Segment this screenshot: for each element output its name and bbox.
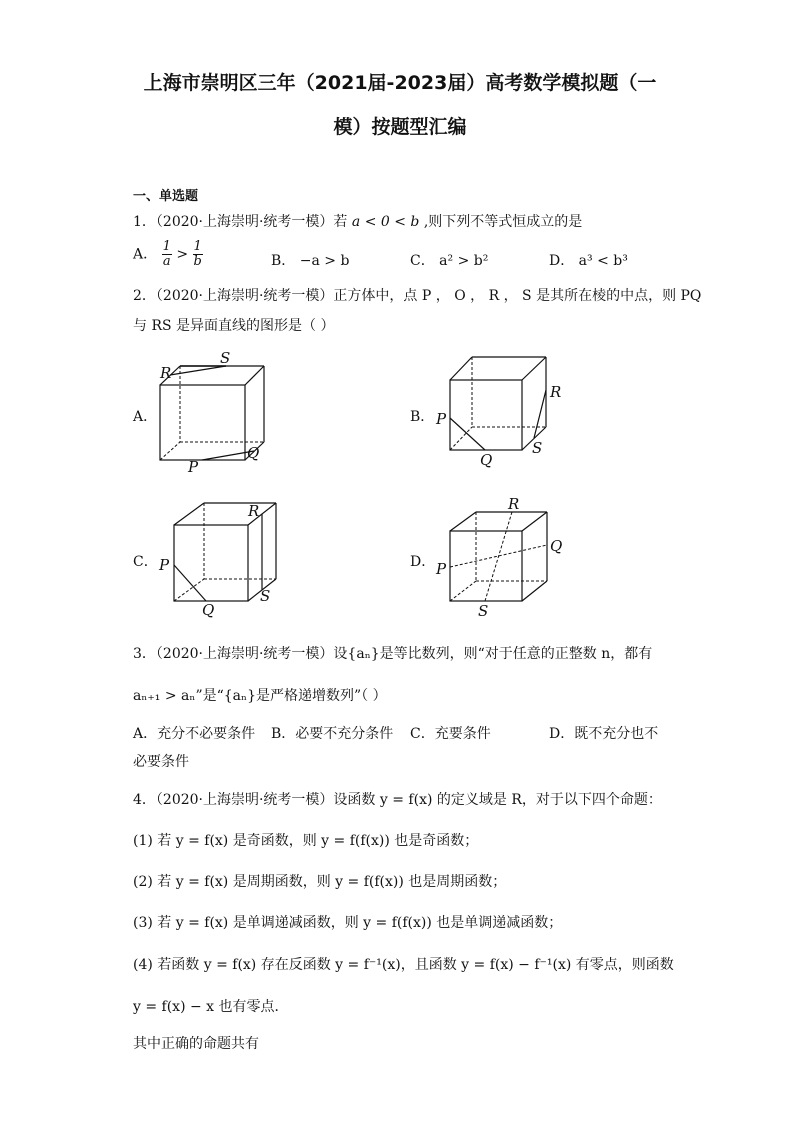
q4-proposition-4: (4) 若函数 y = f(x) 存在反函数 y = f⁻¹(x)，且函数 y = f(x) − f⁻¹(x) 有零点，则函数 (133, 957, 674, 973)
cube-figure-c (150, 495, 280, 620)
fraction-1-over-b: $\frac{1}{b}$ (193, 239, 202, 269)
document-title-line1: 上海市崇明区三年（2021届-2023届）高考数学模拟题（一 (143, 72, 657, 94)
q2-option-d-label: D． (410, 554, 436, 570)
cube-figure-b (430, 350, 570, 475)
q4-proposition-3: (3) 若 y = f(x) 是单调递减函数，则 y = f(f(x)) 也是单调递减函数； (133, 915, 563, 931)
point-q-label: Q (480, 451, 493, 469)
document-title-line2: 模）按题型汇编 (333, 116, 467, 138)
q1-condition: a < 0 < b (351, 214, 420, 230)
point-q-label: Q (202, 601, 215, 619)
cube-figure-a (150, 350, 280, 475)
q3-option-b: B．必要不充分条件 (271, 726, 394, 742)
point-r-label: R (508, 495, 520, 513)
q1-stem-text: 1．（2020·上海崇明·统考一模）若 (133, 214, 348, 230)
point-p-label: P (188, 458, 199, 475)
q4-proposition-1: (1) 若 y = f(x) 是奇函数，则 y = f(f(x)) 也是奇函数； (133, 833, 479, 849)
point-s-label: S (478, 602, 489, 620)
q4-line1: 4．（2020·上海崇明·统考一模）设函数 y = f(x) 的定义域是 R，对于以下四个命题： (133, 792, 662, 808)
point-r-label: R (160, 364, 172, 382)
point-s-label: S (220, 350, 231, 367)
point-p-label: P (159, 556, 170, 574)
q2-line1: 2．（2020·上海崇明·统考一模）正方体中，点 P ， O ， R ， S 是其所在棱的中点，则 PQ (133, 288, 702, 304)
q4-proposition-2: (2) 若 y = f(x) 是周期函数，则 y = f(f(x)) 也是周期函数； (133, 874, 507, 890)
point-p-label: P (436, 410, 447, 428)
point-s-label: S (260, 587, 271, 605)
q1-stem (133, 213, 582, 231)
point-r-label: R (248, 502, 260, 520)
cube-figure-d (430, 495, 570, 620)
q2-line2: 与 RS 是异面直线的图形是（ ） (133, 318, 335, 334)
q3-option-d-continued: 必要条件 (133, 754, 189, 770)
point-q-label: Q (550, 537, 563, 555)
q3-option-c: C．充要条件 (410, 726, 491, 742)
q3-option-a: A．充分不必要条件 (133, 726, 256, 742)
q3-line1: 3．（2020·上海崇明·统考一模）设{aₙ}是等比数列，则“对于任意的正整数 n，都有 (133, 646, 653, 662)
point-p-label: P (436, 560, 447, 578)
q1-option-a-label: A． (133, 246, 158, 263)
point-s-label: S (532, 439, 543, 457)
section-heading: 一、单选题 (133, 189, 199, 204)
q1-option-b: B． −a > b (271, 253, 350, 269)
q2-option-a-label: A． (133, 409, 158, 425)
q1-option-c: C． a² > b² (410, 253, 489, 269)
q1-option-d: D． a³ < b³ (549, 253, 628, 269)
point-q-label: Q (247, 444, 260, 462)
q2-option-c-label: C． (133, 554, 158, 570)
q2-option-b-label: B． (410, 409, 435, 425)
fraction-1-over-a: $\frac{1}{a}$ (162, 239, 171, 269)
q1-tail: ,则下列不等式恒成立的是 (423, 214, 583, 230)
point-r-label: R (550, 383, 562, 401)
q3-option-d: D．既不充分也不 (549, 726, 659, 742)
q4-proposition-4-continued: y = f(x) − x 也有零点． (133, 999, 289, 1015)
q4-closing: 其中正确的命题共有 (133, 1036, 259, 1052)
q3-line2: aₙ₊₁ > aₙ”是“{aₙ}是严格递增数列”（ ） (133, 688, 387, 704)
q1-option-a: A． $\frac{1}{a}$ > $\frac{1}{b}$ (133, 239, 202, 269)
